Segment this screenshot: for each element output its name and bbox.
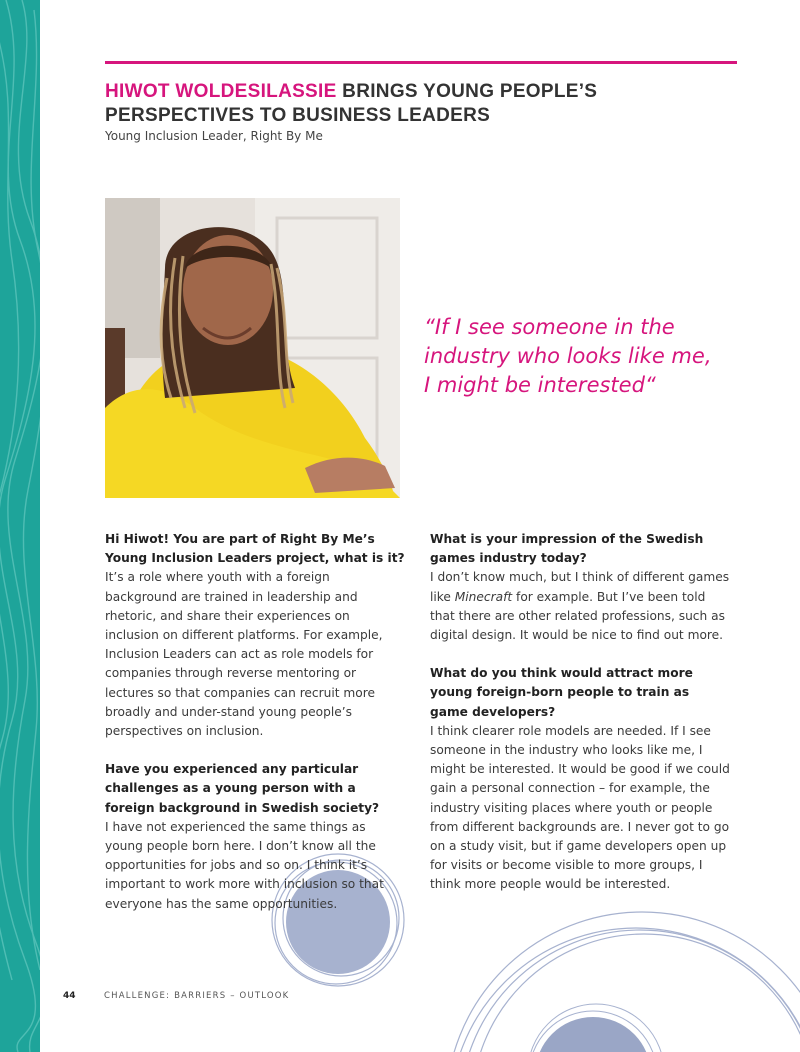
interview-question: What is your impression of the Swedish games industry today? xyxy=(430,532,704,566)
section-label: CHALLENGE: BARRIERS – OUTLOOK xyxy=(104,991,290,1001)
pull-quote: “If I see someone in the industry who looks like me, I might be interested“ xyxy=(424,315,712,397)
article-subtitle: Young Inclusion Leader, Right By Me xyxy=(105,129,323,143)
interview-answer: I think clearer role models are needed. If I see someone in the industry who looks like me, I might be interested. It would be good if we could gain a personal connection – for example, the industry visiting places where youth or people from different backgrounds are. I never got to go on a study visit, but if game developers open up for visits or become visible to more groups, I think more people would be interested. xyxy=(430,723,730,892)
interview-question: What do you think would attract more young foreign-born people to train as game developers? xyxy=(430,666,693,719)
headline-text: BRINGS YOUNG PEOPLE’S PERSPECTIVES TO BUSINESS LEADERS xyxy=(105,81,598,126)
interview-column-left xyxy=(105,530,405,933)
game-title: Minecraft xyxy=(454,589,513,604)
interview-question: Hi Hiwot! You are part of Right By Me’s Young Inclusion Leaders project, what is it? xyxy=(105,532,405,566)
answer-text: I don’t know much, but I think of different games like xyxy=(430,570,730,604)
article-headline xyxy=(105,80,745,128)
interview-question: Have you experienced any particular challenges as a young person with a foreign background in Swedish society? xyxy=(105,762,380,815)
page-number: 44 xyxy=(63,991,76,1001)
interview-answer xyxy=(430,568,730,645)
interview-answer: I have not experienced the same things as young people born here. I don’t know all the opportunities for jobs and so on. I think it’s important to work more with inclusion so that everyone has the same opportunities. xyxy=(105,819,384,911)
interview-answer: It’s a role where youth with a foreign background are trained in leadership and rhetoric, and share their experiences on inclusion on different platforms. For example, Inclusion Leaders can act as role models for companies through reverse mentoring or lectures so that companies can recruit more broadly and under-stand young people’s perspectives on inclusion. xyxy=(105,570,383,739)
portrait-photo xyxy=(105,198,400,498)
interview-column-right xyxy=(430,530,730,914)
answer-text: for example. But I’ve been told that there are other related professions, such as digital design. It would be nice to find out more. xyxy=(430,589,725,643)
top-accent-rule xyxy=(105,61,737,64)
interviewee-name: HIWOT WOLDESILASSIE xyxy=(105,81,337,102)
